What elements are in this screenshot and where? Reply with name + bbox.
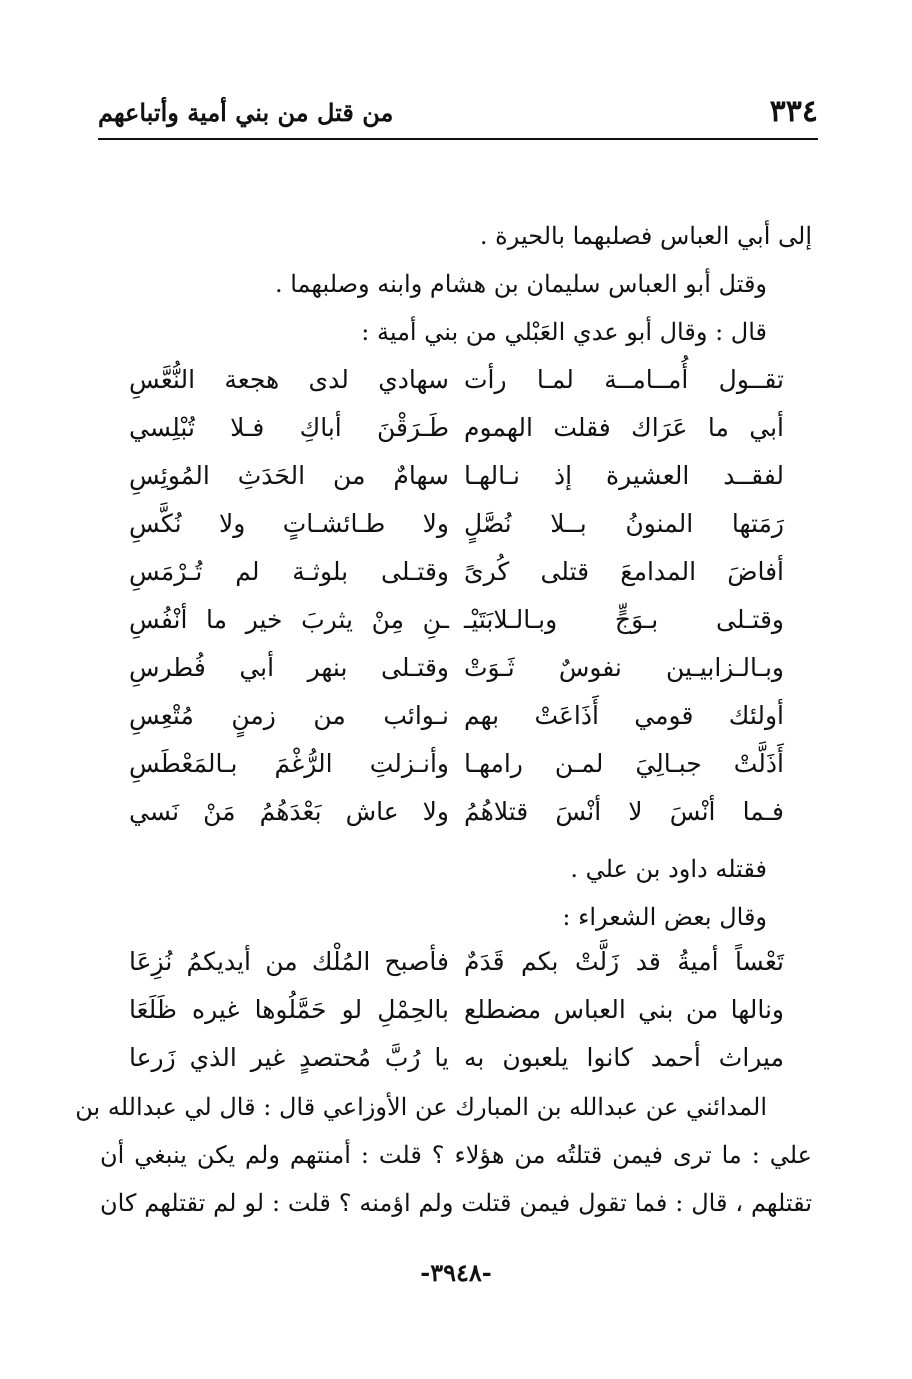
running-header	[98, 90, 818, 140]
first-hemistich: لفقــد العشيرة إذ نـالهـا	[464, 461, 784, 490]
verse-line	[129, 653, 784, 701]
paragraph-line: تقتلهم ، قال : فما تقول فيمن قتلت ولم اؤمنه ؟ قلت : لو لم تقتلهم كان	[100, 1189, 812, 1217]
second-hemistich: سهادي لدى هجعة النُّعَّسِ	[129, 365, 449, 394]
first-hemistich: تَعْساً أميةُ قد زَلَّتْ بكم قَدَمٌ	[464, 947, 784, 976]
first-hemistich: ميراث أحمد كانوا يلعبون به	[464, 1043, 784, 1072]
verse-line	[129, 509, 784, 557]
prose-line: وقتل أبو العباس سليمان بن هشام وابنه وصلبهما .	[274, 270, 767, 298]
first-hemistich: وقتـلى بـوَجٍّ وبـالـلابَتَيْـ	[464, 605, 784, 634]
second-hemistich: ـنِ مِنْ يثربَ خير ما أنْفُسِ	[129, 605, 449, 634]
first-hemistich: أفاضَ المدامعَ قتلى كُرىً	[464, 557, 784, 586]
second-hemistich: وقتـلى بلوثـة لم تُـرْمَسِ	[129, 557, 449, 586]
prose-line: قال : وقال أبو عدي العَبْلي من بني أمية :	[361, 318, 767, 346]
second-hemistich: طَـرَقْنَ أباكِ فـلا تُبْلِسي	[129, 413, 449, 442]
second-hemistich: بالحِمْلِ لو حَمَّلُوها غيره ظَلَعَا	[129, 995, 449, 1024]
verse-line	[129, 995, 784, 1043]
page-number: ٣٣٤	[769, 94, 818, 129]
prose-line: وقال بعض الشعراء :	[562, 903, 767, 931]
first-hemistich: أبي ما عَرَاك فقلت الهموم	[464, 413, 784, 442]
verse-line	[129, 947, 784, 995]
verse-line	[129, 413, 784, 461]
page-marker: -٣٩٤٨-	[420, 1258, 492, 1287]
second-hemistich: ولا طـائشـاتٍ ولا نُكَّسِ	[129, 509, 449, 538]
prose-line: إلى أبي العباس فصلبهما بالحيرة .	[479, 222, 812, 250]
verse-line	[129, 461, 784, 509]
verse-line	[129, 749, 784, 797]
verse-line	[129, 605, 784, 653]
first-hemistich: فـما أنْسَ لا أنْسَ قتلاهُمُ	[464, 797, 784, 826]
second-hemistich: وقتـلى بنهر أبي فُطرسِ	[129, 653, 449, 682]
first-hemistich: وبـالـزابيـين نفوسٌ ثَـوَتْ	[464, 653, 784, 682]
paragraph-line: المدائني عن عبدالله بن المبارك عن الأوزاعي قال : قال لي عبدالله بن	[75, 1093, 767, 1121]
verse-line	[129, 557, 784, 605]
verse-line	[129, 701, 784, 749]
paragraph-line: علي : ما ترى فيمن قتلتُه من هؤلاء ؟ قلت : أمنتهم ولم يكن ينبغي أن	[100, 1141, 812, 1169]
second-hemistich: فأصبح المُلْك من أيديكمُ نُزِعَا	[129, 947, 449, 976]
second-hemistich: سهامٌ من الحَدَثِ المُوئِسِ	[129, 461, 449, 490]
first-hemistich: ونالها من بني العباس مضطلع	[464, 995, 784, 1024]
first-hemistich: أَذَلَّتْ جبـالِيَ لمـن رامهـا	[464, 749, 784, 778]
second-hemistich: يا رُبَّ مُحتصدٍ غير الذي زَرعا	[129, 1043, 449, 1072]
first-hemistich: أولئك قومي أَذَاعَتْ بهم	[464, 701, 784, 730]
verse-line	[129, 365, 784, 413]
prose-line: فقتله داود بن علي .	[570, 855, 767, 883]
running-title: من قتل من بني أمية وأتباعهم	[98, 98, 394, 127]
first-hemistich: رَمَتها المنونُ بــلا نُصَّلٍ	[464, 509, 784, 538]
verse-line	[129, 1043, 784, 1091]
verse-line	[129, 797, 784, 845]
second-hemistich: وأنـزلتِ الرُّغْمَ بـالمَعْطَسِ	[129, 749, 449, 778]
second-hemistich: نـوائب من زمنٍ مُتْعِسِ	[129, 701, 449, 730]
first-hemistich: تقــول أُمــامــة لمـا رأت	[464, 365, 784, 394]
second-hemistich: ولا عاش بَعْدَهُمُ مَنْ نَسي	[129, 797, 449, 826]
